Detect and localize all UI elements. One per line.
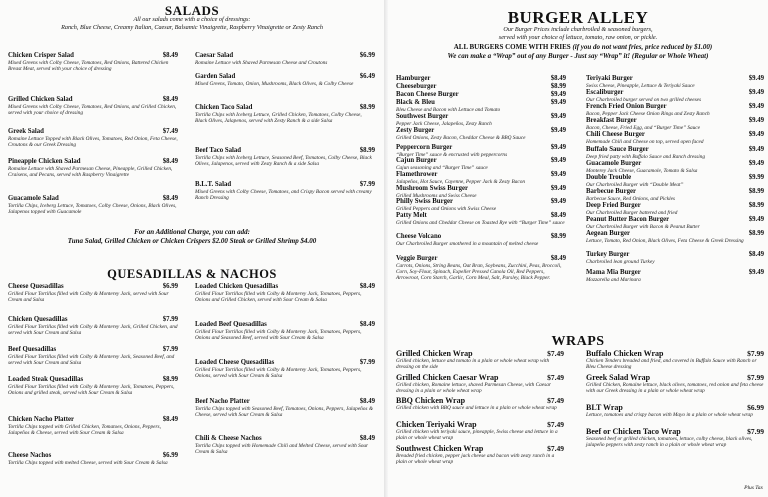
menu-item-description: Tortilla Chips topped with Homemade Chili and Melted Cheese, served with Sour Cream & Salsa — [195, 443, 369, 456]
menu-item-description: Mozzarella and Marinara — [586, 277, 641, 283]
menu-item-name: Mushroom Swiss Burger — [396, 185, 469, 192]
menu-item-description: Bacon, Pepper Jack Cheese Onion Rings and Zesty Ranch — [586, 111, 710, 117]
menu-item — [396, 198, 566, 212]
menu-item-price: $9.49 — [550, 127, 566, 134]
menu-item — [396, 349, 564, 370]
menu-item-price: $9.49 — [748, 89, 764, 96]
menu-item-name: Beef or Chicken Taco Wrap — [586, 427, 681, 436]
menu-item — [8, 195, 178, 215]
menu-item-description: Tortilla Chips topped with Seasoned Beef, Tomatoes, Onions, Peppers, Jalapeños & Cheese, served with Sour Cream & Salsa — [195, 406, 373, 419]
menu-item-description: “Burger Time” sauce & encrusted with peppercorns — [396, 152, 508, 158]
menu-item — [586, 427, 764, 448]
menu-item-name: Cajun Burger — [396, 157, 437, 164]
menu-item-price: $6.99 — [359, 52, 375, 59]
menu-item-name: Peanut Butter Bacon Burger — [586, 216, 670, 223]
menu-item-name: Beef Quesadillas — [8, 346, 57, 353]
menu-item — [8, 96, 178, 116]
menu-item-description: Grilled Peppers and Onions with Swiss Cheese — [396, 206, 497, 212]
menu-item-description: Grilled Flour Tortillas filled with Colby & Monterey Jack, Tomatoes, Peppers, Onions and Grilled Chicken, served with Sour Cream & Salsa — [195, 291, 362, 304]
menu-item-price: $8.49 — [359, 435, 375, 442]
menu-item-price: $7.49 — [547, 444, 564, 453]
menu-item — [586, 349, 764, 370]
menu-item-description: Barbecue Sauce, Red Onions, and Pickles — [586, 196, 675, 202]
menu-item-description: Our Charbroiled burger served on two grilled cheeses — [586, 97, 702, 103]
menu-item-description: Grilled Flour Tortillas filled with Colby & Monterey Jack, Tomatoes, Peppers, Onions and grilled steak, served with Sour Cream & Salsa — [8, 384, 175, 397]
wraps-title: WRAPS — [551, 334, 605, 349]
menu-item-name: Chili & Cheese Nachos — [195, 435, 262, 442]
menu-item — [8, 316, 178, 336]
menu-item-name: Chicken Taco Salad — [195, 104, 253, 111]
menu-item-price: $9.49 — [550, 198, 566, 205]
menu-item-description: Jalapeños, Hot Sauce, Cayenne, Pepper Jack & Zesty Bacon — [396, 179, 525, 185]
menu-item — [586, 117, 764, 131]
menu-item — [396, 75, 566, 83]
menu-item-name: Double Trouble — [586, 174, 632, 181]
menu-item-price: $9.49 — [550, 113, 566, 120]
menu-item-name: Breakfast Burger — [586, 117, 637, 124]
menu-item — [396, 99, 566, 113]
menu-item — [396, 83, 566, 91]
menu-item-name: Cheese Nachos — [8, 452, 52, 459]
menu-item-price: $7.99 — [747, 373, 764, 382]
menu-item-price: $6.99 — [162, 283, 178, 290]
menu-item-description: Lettuce, tomatoes and crispy bacon with Mayo in a plain or whole wheat wrap — [586, 412, 753, 418]
menu-item-description: Romaine Lettuce with Shaved Parmesan Cheese, Pineapple, Grilled Chicken, Craisens, and Pecans, served with Raspberry Vinaigrette — [8, 166, 173, 179]
menu-item-name: Cheese Volcano — [396, 233, 442, 240]
menu-item-price: $7.99 — [747, 349, 764, 358]
menu-item-name: Escaliburger — [586, 89, 624, 96]
menu-item-name: Chili Cheese Burger — [586, 131, 645, 138]
burgers-title: BURGER ALLEY — [507, 8, 649, 27]
menu-item — [8, 158, 178, 178]
menu-item — [8, 346, 178, 366]
menu-item-description: Romaine Lettuce with Shaved Parmesan Cheese and Croutons — [195, 60, 328, 66]
menu-item-description: Lettuce, Tomato, Red Onion, Black Olives, Feta Cheese & Greek Dressing — [586, 238, 744, 244]
menu-item-name: Greek Salad — [8, 128, 44, 135]
menu-item-name: Cheeseburger — [396, 83, 437, 90]
menu-item-description: Swiss Cheese, Pineapple, Lettuce & Teriyaki Sauce — [586, 83, 695, 89]
menu-item-price: $7.99 — [359, 181, 375, 188]
menu-item-name: Aegean Burger — [586, 230, 630, 237]
menu-item-name: Loaded Cheese Quesadillas — [195, 359, 275, 366]
menu-item — [195, 147, 375, 167]
menu-item-description: Bacon, Cheese, Fried Egg, and “Burger Time” Sauce — [586, 125, 700, 131]
menu-item — [396, 255, 566, 282]
menu-item-price: $9.49 — [748, 75, 764, 82]
menu-item-price: $7.99 — [747, 427, 764, 436]
menu-item — [8, 416, 178, 436]
menu-item — [396, 396, 564, 411]
menu-item-price: $6.99 — [162, 452, 178, 459]
menu-item-price: $9.99 — [748, 174, 764, 181]
menu-item-price: $8.99 — [162, 376, 178, 383]
menu-item — [8, 283, 178, 303]
menu-item-price: $9.49 — [550, 171, 566, 178]
menu-item — [195, 435, 375, 455]
menu-item-price: $8.49 — [550, 255, 566, 262]
menu-item — [396, 444, 564, 465]
menu-item — [586, 160, 764, 174]
menu-item — [396, 157, 566, 171]
menu-item-price: $7.49 — [547, 373, 564, 382]
menu-item — [195, 73, 375, 87]
menu-item-name: Patty Melt — [396, 212, 427, 219]
menu-item — [396, 233, 566, 247]
menu-item-description: Deep fried patty with Buffalo Sauce and Ranch dressing — [586, 154, 705, 160]
burgers-wrap-note: We can make a “Wrap” out of any Burger - Just say “Wrap” it! (Regular or Whole Wheat) — [447, 52, 709, 60]
menu-item-description: Grilled Onions and Cheddar Cheese on Toasted Rye with “Burger Time” sauce — [396, 220, 565, 226]
menu-item-description: Grilled Flour Tortillas filled with Colby & Monterey Jack, Seasoned Beef, and served with Sour Cream and Salsa — [8, 354, 175, 367]
menu-item-name: Grilled Chicken Salad — [8, 96, 73, 103]
menu-item-name: Greek Salad Wrap — [586, 373, 651, 382]
menu-item-description: Carrots, Onions, String Beans, Oat Bran, Soybeans, Zucchini, Peas, Broccoli, Corn, Soy-Flour, Spinach, Expeller Pressed Canola Oil, Red Peppers, Arrowroot, Corn Starch, Garlic, Corn Meal, Salt, Parsley, Black Pepper. — [396, 263, 562, 282]
menu-item-description: Our Charbroiled Burger with Bacon & Peanut Butter — [586, 224, 700, 230]
menu-item — [586, 146, 764, 160]
menu-item-price: $8.49 — [162, 158, 178, 165]
menu-item-description: Homemade Chili and Cheese on top, served open faced — [586, 139, 704, 145]
menu-item — [195, 321, 375, 341]
menu-item — [195, 398, 375, 418]
menu-item-name: Zesty Burger — [396, 127, 435, 134]
menu-item-name: Guacamole Burger — [586, 160, 642, 167]
menu-item-name: BLT Wrap — [586, 403, 623, 412]
menu-item-name: Grilled Chicken Wrap — [396, 349, 473, 358]
menu-item-price: $8.49 — [162, 195, 178, 202]
menu-item-price: $8.49 — [162, 416, 178, 423]
menu-item-price: $8.99 — [550, 83, 566, 90]
menu-item — [396, 91, 566, 99]
menu-item-price: $9.49 — [550, 91, 566, 98]
menu-item-description: Mixed Greens with Colby Cheese, Tomatoes, Red Onions, Battered Chicken Breast Meat, served with your choice of dressing — [8, 60, 169, 73]
menu-item-description: Pepper Jack Cheese, Jalapeños, Zesty Ranch — [396, 121, 492, 127]
menu-item-price: $7.49 — [547, 396, 564, 405]
menu-item-name: Southwest Chicken Wrap — [396, 444, 484, 453]
salads-addl-line2: Tuna Salad, Grilled Chicken or Chicken Crispers $2.00 Steak or Grilled Shrimp $4.00 — [67, 237, 317, 245]
menu-item-price: $7.99 — [162, 316, 178, 323]
menu-item-name: Philly Swiss Burger — [396, 198, 454, 205]
menu-item-price: $8.99 — [359, 147, 375, 154]
menu-item-name: Cheese Quesadillas — [8, 283, 64, 290]
menu-item-price: $9.49 — [550, 185, 566, 192]
menu-item-name: Grilled Chicken Caesar Wrap — [396, 373, 499, 382]
menu-item-name: Buffalo Chicken Wrap — [586, 349, 664, 358]
menu-item-name: B.L.T. Salad — [195, 181, 232, 188]
menu-item-price: $8.49 — [359, 398, 375, 405]
menu-item-description: Romaine Lettuce Topped with Black Olives, Tomatoes, Red Onion, Feta Cheese, Croutons & our Greek Dressing — [8, 136, 178, 149]
menu-item-name: Chicken Crisper Salad — [8, 52, 74, 59]
menu-item-price: $9.49 — [748, 146, 764, 153]
menu-item-price: $8.99 — [359, 104, 375, 111]
menu-item-price: $9.49 — [550, 144, 566, 151]
menu-item-name: Pineapple Chicken Salad — [8, 158, 81, 165]
menu-item-price: $9.49 — [748, 160, 764, 167]
menu-item-description: Grilled chicken, Romaine lettuce, shaved Parmesan Cheese, with Caesar dressing in a plain or whole wheat wrap — [396, 382, 551, 395]
salads-title: SALADS — [164, 3, 220, 18]
menu-item — [396, 212, 566, 226]
menu-item-price: $9.49 — [748, 131, 764, 138]
menu-item-name: Bacon Cheese Burger — [396, 91, 459, 98]
menu-item-description: Grilled Mushrooms and Swiss Cheese — [396, 193, 477, 199]
menu-item — [586, 75, 764, 89]
menu-item-name: Deep Fried Burger — [586, 202, 641, 209]
menu-item — [396, 113, 566, 127]
menu-item-price: $9.49 — [748, 103, 764, 110]
menu-item — [586, 230, 764, 244]
burgers-fries-note: (if you do not want fries, price reduced by $1.00) — [572, 43, 713, 51]
menu-item-description: Monterey Jack Cheese, Guacamole, Tomato & Salsa — [586, 168, 698, 174]
menu-item-price: $6.99 — [747, 403, 764, 412]
menu-item-description: Breaded fried chicken, pepper jack cheese and bacon with zesty ranch in a plain or whole wheat wrap — [396, 453, 555, 466]
menu-item-name: Mama Mia Burger — [586, 269, 641, 276]
menu-item — [195, 181, 375, 201]
menu-item-description: Tortilla Chips topped with Grilled Chicken, Tomatoes, Onions, Peppers, Jalapeños & Cheese, served with Sour Cream & Salsa — [8, 424, 161, 437]
menu-item — [586, 373, 764, 394]
salads-intro-line1: All our salads come with a choice of dressings: — [133, 16, 251, 23]
menu-item — [586, 188, 764, 202]
menu-item-name: Southwest Burger — [396, 113, 449, 120]
menu-item-name: Loaded Steak Quesadillas — [8, 376, 84, 383]
menu-item-price: $9.49 — [550, 157, 566, 164]
menu-item-name: Black & Bleu — [396, 99, 435, 106]
menu-item-description: Mixed Greens with Colby Cheese, Tomatoes, Red Onions, and Grilled Chicken, served with your choice of dressing — [8, 104, 177, 117]
menu-item-description: Tortilla Chips topped with melted Cheese, served with Sour Cream & Salsa — [8, 460, 168, 466]
menu-item — [8, 452, 178, 466]
menu-item-price: $8.99 — [748, 202, 764, 209]
menu-item — [8, 128, 178, 148]
menu-item-price: $8.49 — [359, 321, 375, 328]
menu-item-description: Mixed Greens with Colby Cheese, Tomatoes, and Crispy Bacon served with creamy Ranch Dressing — [195, 189, 372, 202]
menu-item-description: Chicken Tenders breaded and fried, and covered in Buffalo Sauce with Ranch or Bleu Cheese dressing — [586, 358, 757, 371]
menu-item-description: Tortilla Chips with Iceberg Lettuce, Seasoned Beef, Tomatoes, Colby Cheese, Black Olives, Jalapenos, served with Zesty Ranch & a side Salsa — [195, 155, 372, 168]
menu-item-name: French Fried Onion Burger — [586, 103, 667, 110]
menu-item-name: Chicken Nacho Platter — [8, 416, 75, 423]
plus-tax-note: Plus Tax — [744, 485, 763, 491]
menu-item-price: $9.49 — [748, 117, 764, 124]
menu-item-description: Our Charbroiled Burger with “Double Meat” — [586, 182, 684, 188]
menu-item-name: Garden Salad — [195, 73, 236, 80]
burgers-fries-line — [398, 43, 768, 52]
menu-item-price: $8.49 — [162, 96, 178, 103]
menu-item — [195, 52, 375, 66]
menu-item-name: Turkey Burger — [586, 251, 630, 258]
menu-item — [586, 131, 764, 145]
menu-item-name: Peppercorn Burger — [396, 144, 453, 151]
menu-item — [586, 216, 764, 230]
menu-item-description: Tortilla Chips, Iceberg Lettuce, Tomatoes, Colby Cheese, Onions, Black Olives, Jalapenos topped with Guacamole — [8, 203, 177, 216]
menu-item-price: $8.49 — [748, 251, 764, 258]
menu-item-name: Teriyaki Burger — [586, 75, 633, 82]
menu-item-description: Grilled chicken with BBQ sauce and lettuce in a plain or whole wheat wrap — [396, 405, 557, 411]
menu-item-description: Grilled Flour Tortillas filled with Colby & Monterey Jack, served with Sour Cream and Salsa — [8, 291, 169, 304]
menu-item — [586, 89, 764, 103]
menu-item — [195, 283, 375, 303]
menu-item-price: $7.49 — [547, 420, 564, 429]
menu-item-description: Grilled Onions, Zesty Bacon, Cheddar Cheese & BBQ Sauce — [396, 135, 526, 141]
menu-item-description: Our Charbroiled Burger battered and fried — [586, 210, 678, 216]
menu-item-name: BBQ Chicken Wrap — [396, 396, 466, 405]
menu-item-price: $8.99 — [748, 188, 764, 195]
menu-item-price: $6.49 — [359, 73, 375, 80]
menu-item — [586, 403, 764, 418]
salads-addl-line1: For an Additional Charge, you can add: — [134, 228, 250, 236]
salads-intro-line2: Ranch, Blue Cheese, Creamy Italian, Caesar, Balsamic Vinaigrette, Raspberry Vinaigrette or Zesty Ranch — [61, 24, 323, 31]
menu-item-name: Chicken Quesadillas — [8, 316, 68, 323]
menu-item — [586, 251, 764, 265]
menu-item-name: Beef Taco Salad — [195, 147, 242, 154]
menu-item — [195, 104, 375, 124]
menu-item-description: Our Charbroiled Burger smothered in a mountain of melted cheese — [396, 241, 539, 247]
menu-item-price: $7.99 — [162, 346, 178, 353]
menu-item-price: $9.49 — [550, 99, 566, 106]
menu-item-description: Charbroiled lean ground Turkey — [586, 259, 655, 265]
menu-item-description: Grilled chicken with teriyaki sauce, pineapple, Swiss cheese and lettuce in a plain or whole wheat wrap — [396, 429, 558, 442]
menu-item — [396, 420, 564, 441]
menu-item — [8, 376, 178, 396]
menu-item — [586, 269, 764, 283]
menu-item-description: Seasoned beef or grilled chicken, tomatoes, lettuce, colby cheese, black olives, jalapeño peppers with zesty ranch in a plain or whole wheat wrap — [586, 436, 753, 449]
menu-item-description: Bleu Cheese and Bacon with Lettuce and Tomato — [396, 107, 501, 113]
menu-item-name: Guacamole Salad — [8, 195, 59, 202]
menu-item-name: Caesar Salad — [195, 52, 234, 59]
menu-item — [586, 174, 764, 188]
menu-item-price: $8.49 — [162, 52, 178, 59]
quesadillas-title: QUESADILLAS & NACHOS — [107, 267, 277, 281]
menu-item-price: $7.49 — [547, 349, 564, 358]
menu-item-price: $8.49 — [550, 212, 566, 219]
burgers-intro-line2: served with your choice of lettuce, tomato, raw onion, or pickle. — [498, 34, 658, 41]
menu-right-panel — [388, 0, 768, 497]
menu-item-name: Barbecue Burger — [586, 188, 637, 195]
menu-item-price: $9.49 — [748, 269, 764, 276]
menu-item-name: Chicken Teriyaki Wrap — [396, 420, 477, 429]
menu-item-description: Grilled Flour Tortillas filled with Colby & Monterey Jack, Grilled Chicken, and served with Sour Cream and Salsa — [8, 324, 178, 337]
menu-item-name: Flamethrower — [396, 171, 438, 178]
menu-item — [396, 127, 566, 141]
menu-item-description: Cajun seasoning and “Burger Time” sauce — [396, 165, 488, 171]
menu-item-price: $8.49 — [550, 75, 566, 82]
menu-item-description: Grilled Flour Tortillas filled with Colby & Monterey Jack, Tomatoes, Peppers, Onions and Seasoned Beef, served with Sour Cream & Salsa — [195, 329, 362, 342]
menu-item-description: Grilled chicken, lettuce and tomato in a plain or whole wheat wrap with dressing on the side — [396, 358, 550, 371]
menu-item — [396, 171, 566, 185]
menu-item-name: Hamburger — [396, 75, 431, 82]
menu-item-price: $7.99 — [359, 359, 375, 366]
menu-item-name: Beef Nacho Platter — [195, 398, 250, 405]
menu-item-name: Loaded Chicken Quesadillas — [195, 283, 279, 290]
burgers-intro-line1: Our Burger Prices include charbroiled & seasoned burgers, — [503, 26, 653, 33]
menu-item-name: Loaded Beef Quesadillas — [195, 321, 267, 328]
menu-item — [195, 359, 375, 379]
menu-item — [8, 52, 178, 72]
menu-item-name: Veggie Burger — [396, 255, 438, 262]
burgers-fries-main: ALL BURGERS COME WITH FRIES — [453, 43, 571, 51]
menu-item — [586, 103, 764, 117]
menu-item-description: Grilled Flour Tortillas filled with Colby & Monterey Jack, Tomatoes, Peppers, Onions, served with Sour Cream & Salsa — [195, 367, 362, 380]
menu-item-price: $9.49 — [748, 216, 764, 223]
menu-item — [586, 202, 764, 216]
menu-item-price: $8.99 — [550, 233, 566, 240]
menu-item — [396, 373, 564, 394]
menu-item-name: Buffalo Sauce Burger — [586, 146, 649, 153]
menu-item-description: Mixed Greens, Tomato, Onion, Mushrooms, Black Olives, & Colby Cheese — [195, 81, 354, 87]
menu-item-description: Grilled Chicken, Romaine lettuce, black olives, tomatoes, red onion and feta cheese with our Greek dressing in a plain or whole wheat wrap — [586, 382, 764, 395]
menu-item-price: $8.49 — [359, 283, 375, 290]
menu-item-description: Tortilla Chips with Iceberg Lettuce, Grilled Chicken, Tomatoes, Colby Cheese, Black Olives, Jalapenos, served with Zesty Ranch & a side Salsa — [195, 112, 362, 125]
menu-item-price: $7.49 — [162, 128, 178, 135]
menu-item-price: $8.99 — [748, 230, 764, 237]
